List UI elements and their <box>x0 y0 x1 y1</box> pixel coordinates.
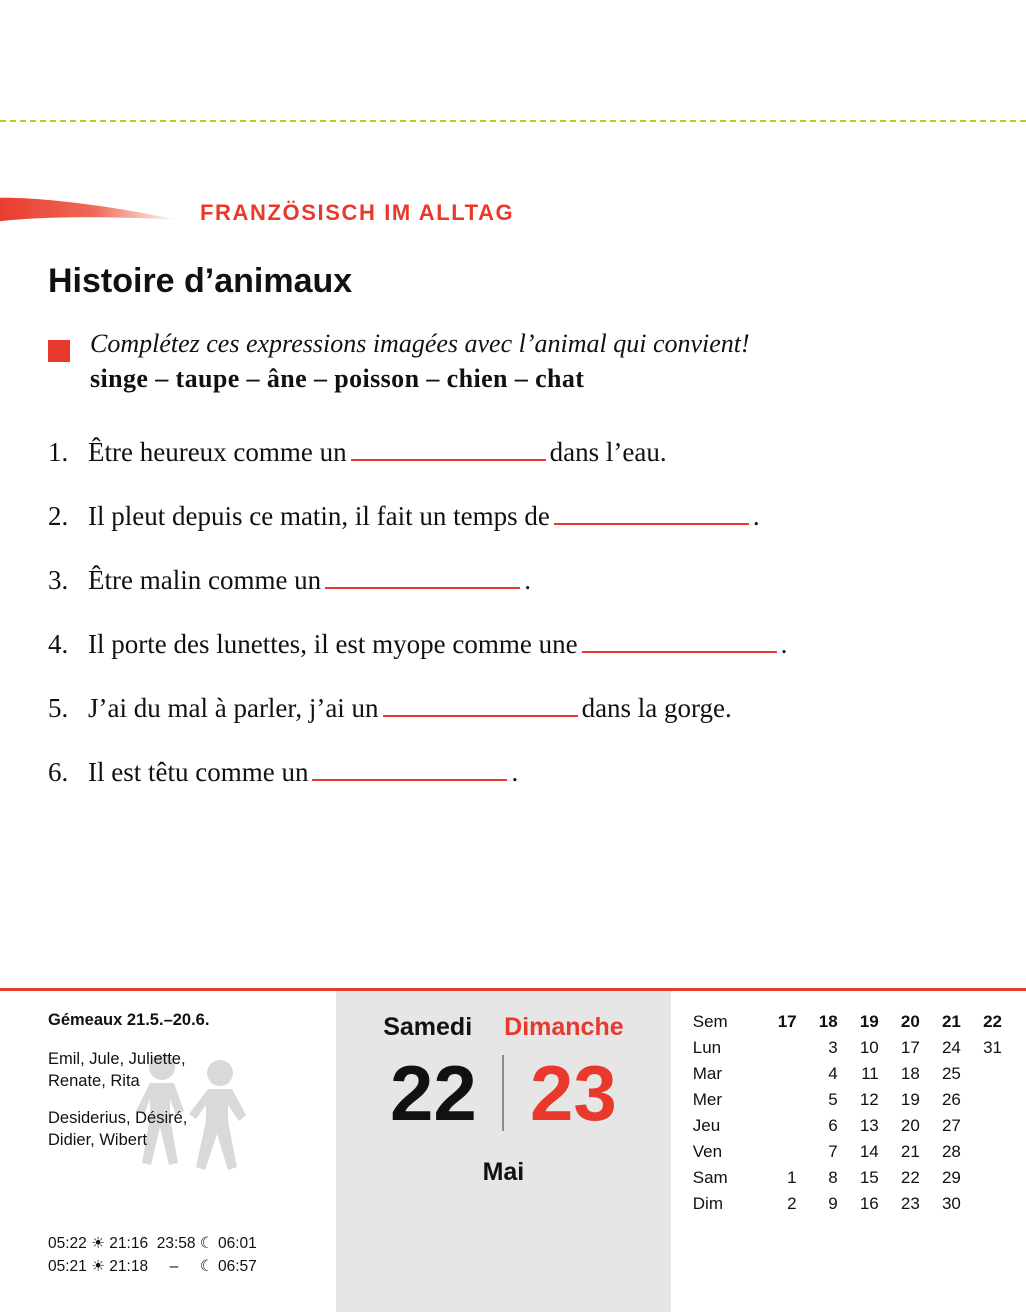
weekday-sunday: Dimanche <box>504 1013 624 1041</box>
question-text-before: Il est têtu comme un <box>88 757 309 788</box>
mini-cal-day-cell: 11 <box>861 1064 879 1083</box>
mini-cal-day-cell: 7 <box>828 1142 838 1161</box>
mini-cal-day-cell: 17 <box>900 1038 920 1057</box>
mini-cal-week-number: 18 <box>818 1012 838 1031</box>
question-text <box>88 624 988 662</box>
month-label: Mai <box>482 1158 525 1186</box>
question-number: 6. <box>48 757 69 788</box>
question-number: 5. <box>48 693 69 724</box>
question-text-after: . <box>780 629 788 660</box>
mini-cal-day-label: Mer <box>692 1090 723 1109</box>
mini-cal-day-cell: 23 <box>900 1194 920 1213</box>
question-item <box>48 560 988 598</box>
mini-cal-day-cell <box>961 1061 1002 1087</box>
mini-cal-day-label: Lun <box>692 1038 722 1057</box>
mini-cal-day-cell: 5 <box>828 1090 838 1109</box>
kicker-row <box>0 150 1026 225</box>
question-item <box>48 624 988 662</box>
sun-moon-line-sunday: 05:21 ☀ 21:18 – ☾ 06:57 <box>48 1257 257 1275</box>
answer-blank[interactable] <box>325 560 520 589</box>
swoosh-decoration <box>0 196 180 230</box>
question-item <box>48 688 988 726</box>
mini-cal-day-label: Jeu <box>692 1116 721 1135</box>
question-number: 1. <box>48 437 69 467</box>
zodiac-label: Gémeaux 21.5.–20.6. <box>48 1011 210 1029</box>
date-numbers <box>336 1049 671 1137</box>
exercise-content <box>0 150 1026 988</box>
question-item <box>48 496 988 534</box>
answer-blank[interactable] <box>554 496 749 525</box>
mini-cal-week-number: 17 <box>777 1012 797 1031</box>
mini-cal-day-cell <box>961 1191 1002 1217</box>
calendar-info-panel <box>0 991 336 1312</box>
namesday-line: Desiderius, Désiré, <box>48 1108 188 1127</box>
mini-cal-day-cell: 27 <box>941 1116 961 1135</box>
question-text-before: Être malin comme un <box>88 565 322 596</box>
mini-cal-day-cell <box>961 1139 1002 1165</box>
question-item <box>48 752 988 790</box>
mini-cal-day-label: Ven <box>692 1142 723 1161</box>
mini-cal-day-cell: 31 <box>983 1038 1002 1057</box>
question-text-after: . <box>524 565 531 596</box>
question-text-before: J’ai du mal à parler, j’ai un <box>88 693 379 724</box>
mini-cal-day-cell: 29 <box>941 1168 961 1187</box>
answer-blank[interactable] <box>582 624 777 653</box>
table-row <box>693 1061 1002 1087</box>
table-header-row <box>693 1009 1002 1035</box>
question-text-before: Il pleut depuis ce matin, il fait un temps de <box>88 501 550 532</box>
mini-cal-day-cell <box>961 1165 1002 1191</box>
namesday-list-saturday <box>48 1048 318 1093</box>
mini-cal-day-label: Sam <box>692 1168 728 1187</box>
question-text <box>88 496 988 534</box>
question-number: 2. <box>48 501 69 532</box>
calendar-date-panel <box>336 991 671 1312</box>
question-text <box>88 688 988 726</box>
bullet-square-icon <box>48 340 70 362</box>
mini-cal-day-cell: 30 <box>941 1194 961 1213</box>
mini-cal-day-cell <box>756 1035 797 1061</box>
weekday-names <box>336 991 671 1042</box>
mini-cal-day-cell: 22 <box>900 1168 920 1187</box>
word-bank: singe – taupe – âne – poisson – chien – chat <box>90 363 585 393</box>
table-row <box>693 1191 1002 1217</box>
table-row <box>693 1113 1002 1139</box>
mini-cal-day-cell: 26 <box>941 1090 961 1109</box>
mini-cal-day-cell <box>756 1113 797 1139</box>
instruction-block <box>48 328 968 394</box>
mini-cal-day-cell: 9 <box>828 1194 838 1213</box>
section-kicker: FRANZÖSISCH IM ALLTAG <box>200 200 515 225</box>
date-number-sunday: 23 <box>530 1049 617 1137</box>
mini-cal-day-cell: 19 <box>900 1090 920 1109</box>
instruction-text: Complétez ces expressions imagées avec l’animal qui convient! <box>90 329 750 358</box>
perforation-dashes <box>0 120 1026 122</box>
namesday-line: Didier, Wibert <box>48 1130 148 1149</box>
mini-cal-day-cell: 14 <box>859 1142 879 1161</box>
question-text-after: . <box>511 757 519 788</box>
calendar-band <box>0 988 1026 1312</box>
mini-cal-day-cell: 25 <box>941 1064 961 1083</box>
mini-cal-day-cell: 3 <box>828 1038 838 1057</box>
mini-cal-day-cell: 20 <box>900 1116 920 1135</box>
namesday-line: Renate, Rita <box>48 1072 140 1091</box>
mini-cal-day-label: Dim <box>692 1194 723 1213</box>
weekday-saturday: Samedi <box>383 1013 473 1041</box>
perforation-line <box>0 120 1026 122</box>
question-item <box>48 432 988 470</box>
mini-cal-day-cell <box>961 1087 1002 1113</box>
question-text-before: Être heureux comme un <box>88 437 347 467</box>
mini-cal-day-label: Mar <box>692 1064 723 1083</box>
sun-moon-line-saturday: 05:22 ☀ 21:16 23:58 ☾ 06:01 <box>48 1234 257 1252</box>
date-number-saturday: 22 <box>390 1049 477 1137</box>
answer-blank[interactable] <box>383 688 578 717</box>
question-text-after: dans la gorge. <box>581 693 732 724</box>
namesday-list-sunday <box>48 1107 318 1152</box>
question-number: 4. <box>48 629 69 660</box>
mini-cal-week-number: 20 <box>900 1012 920 1031</box>
mini-calendar-table <box>693 1009 1002 1217</box>
mini-cal-week-number: 19 <box>859 1012 879 1031</box>
namesday-line: Emil, Jule, Juliette, <box>48 1050 186 1068</box>
mini-cal-day-cell <box>961 1113 1002 1139</box>
mini-cal-day-cell <box>756 1139 797 1165</box>
mini-cal-day-cell <box>756 1087 797 1113</box>
mini-cal-day-cell: 8 <box>828 1168 838 1187</box>
question-text-before: Il porte des lunettes, il est myope comme une <box>88 629 578 660</box>
mini-cal-day-cell: 21 <box>900 1142 920 1161</box>
mini-cal-week-number: 22 <box>983 1012 1002 1031</box>
mini-cal-week-header: Sem <box>692 1012 728 1031</box>
question-number: 3. <box>48 565 69 596</box>
mini-cal-day-cell: 24 <box>941 1038 961 1057</box>
mini-cal-day-cell: 2 <box>787 1194 797 1213</box>
mini-cal-day-cell: 15 <box>859 1168 879 1187</box>
mini-cal-day-cell: 13 <box>859 1116 879 1135</box>
mini-cal-day-cell: 28 <box>941 1142 961 1161</box>
answer-blank[interactable] <box>351 432 546 461</box>
mini-cal-day-cell: 12 <box>859 1090 879 1109</box>
question-list <box>48 432 988 817</box>
mini-cal-day-cell: 18 <box>900 1064 920 1083</box>
table-row <box>693 1087 1002 1113</box>
page-title: Histoire d’animaux <box>48 262 353 300</box>
sun-moon-times <box>48 1232 257 1279</box>
answer-blank[interactable] <box>312 752 507 781</box>
mini-cal-week-number: 21 <box>941 1012 961 1031</box>
mini-cal-day-cell: 10 <box>859 1038 879 1057</box>
mini-cal-day-cell <box>756 1061 797 1087</box>
question-text-after: . <box>752 501 760 532</box>
question-text <box>88 752 988 790</box>
table-row <box>693 1165 1002 1191</box>
mini-cal-day-cell: 1 <box>787 1168 797 1187</box>
question-text <box>88 560 988 598</box>
mini-cal-day-cell: 16 <box>859 1194 879 1213</box>
mini-calendar-panel <box>671 991 1026 1312</box>
date-divider <box>502 1055 504 1131</box>
table-row <box>693 1139 1002 1165</box>
table-row <box>693 1035 1002 1061</box>
mini-cal-day-cell: 6 <box>828 1116 838 1135</box>
question-text <box>88 432 988 470</box>
question-text-after: dans l’eau. <box>549 437 667 467</box>
mini-cal-day-cell: 4 <box>828 1064 838 1083</box>
